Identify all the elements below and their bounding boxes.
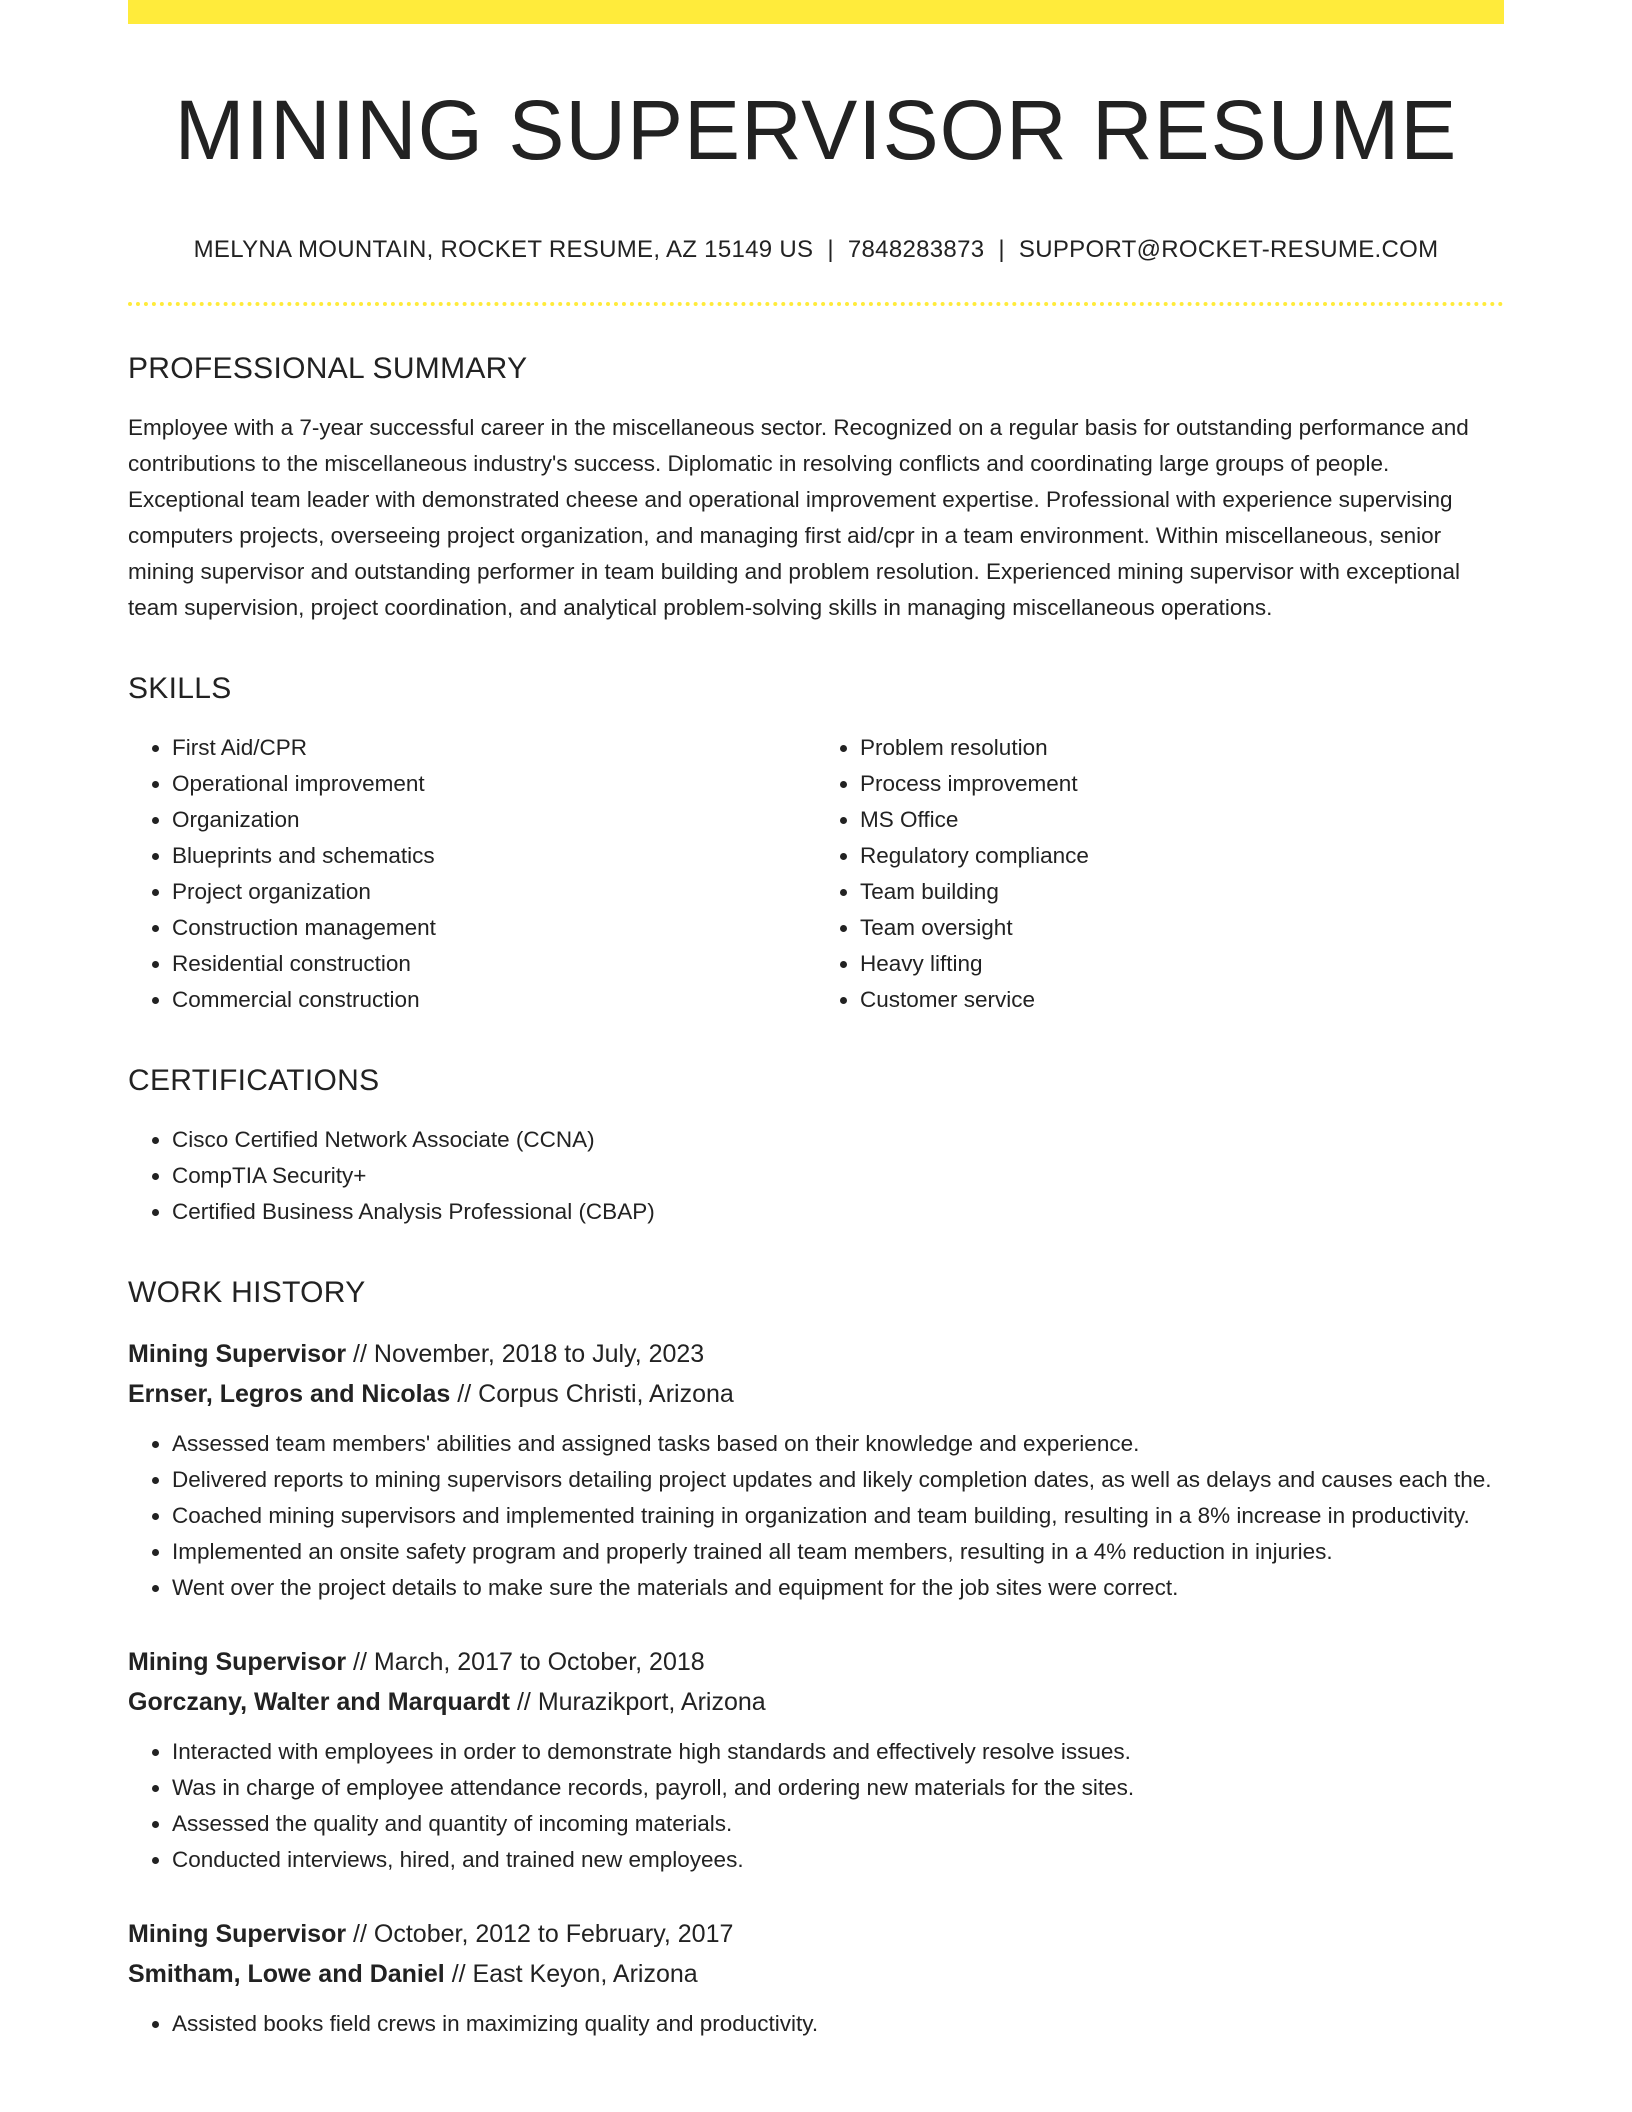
skill-item: • First Aid/CPR	[172, 730, 816, 766]
job-company: Gorczany, Walter and Marquardt	[128, 1688, 511, 1717]
job-bullets	[128, 2006, 1504, 2042]
job-bullet: • Was in charge of employee attendance records, payroll, and ordering new materials for the sites.	[172, 1770, 1504, 1806]
job-bullet: • Delivered reports to mining supervisors detailing project updates and likely completion dates, as well as delays and causes each the.	[172, 1462, 1504, 1498]
job-entry	[128, 1914, 1504, 2042]
skills-list-left	[128, 730, 816, 1018]
skill-item: • Customer service	[860, 982, 1504, 1018]
summary-text: Employee with a 7-year successful career in the miscellaneous sector. Recognized on a regular basis for outstanding performance and contributions to the miscellaneous industry's success. Diplomatic in resolving conflicts and coordinating large groups of people. Exceptional team leader with demonstrated cheese and operational improvement expertise. Professional with experience supervising computers projects, overseeing project organization, and managing first aid/cpr in a team environment. Within miscellaneous, senior mining supervisor and outstanding performer in team building and problem resolution. Experienced mining supervisor with exceptional team supervision, project coordination, and analytical problem-solving skills in managing miscellaneous operations.	[128, 415, 1469, 621]
job-entry	[128, 1642, 1504, 1878]
dotted-divider	[128, 302, 1504, 306]
skill-item: • Project organization	[172, 874, 816, 910]
skill-item: • Process improvement	[860, 766, 1504, 802]
job-bullet: • Implemented an onsite safety program and properly trained all team members, resulting in a 4% reduction in injuries.	[172, 1534, 1504, 1570]
contact-phone: 7848283873	[847, 236, 985, 264]
resume-page	[128, 0, 1504, 2042]
job-dates: November, 2018 to July, 2023	[373, 1340, 705, 1369]
job-bullet: • Interacted with employees in order to demonstrate high standards and effectively resolve issues.	[172, 1734, 1504, 1770]
job-separator: //	[353, 1340, 367, 1369]
job-entry	[128, 1334, 1504, 1606]
job-bullets	[128, 1734, 1504, 1878]
job-separator: //	[353, 1648, 367, 1677]
top-accent-bar	[128, 0, 1504, 24]
job-dates: March, 2017 to October, 2018	[373, 1648, 705, 1677]
job-separator: //	[457, 1380, 472, 1409]
job-title: Mining Supervisor	[128, 1648, 347, 1677]
contact-email: SUPPORT@ROCKET-RESUME.COM	[1018, 236, 1439, 264]
skill-item: • Team oversight	[860, 910, 1504, 946]
skills-heading: SKILLS	[128, 672, 232, 706]
job-title-line	[128, 1914, 1504, 1954]
job-company-line	[128, 1682, 1504, 1722]
job-title: Mining Supervisor	[128, 1340, 347, 1369]
contact-separator: |	[998, 236, 1005, 264]
job-bullet: • Assessed team members' abilities and assigned tasks based on their knowledge and experience.	[172, 1426, 1504, 1462]
skill-item: • Construction management	[172, 910, 816, 946]
skill-item: • Blueprints and schematics	[172, 838, 816, 874]
skills-columns	[128, 730, 1504, 1018]
job-company-line	[128, 1954, 1504, 1994]
skill-item: • Heavy lifting	[860, 946, 1504, 982]
job-location: East Keyon, Arizona	[472, 1960, 698, 1989]
job-separator: //	[516, 1688, 531, 1717]
job-title-line	[128, 1642, 1504, 1682]
skill-item: • MS Office	[860, 802, 1504, 838]
job-bullet: • Conducted interviews, hired, and trained new employees.	[172, 1842, 1504, 1878]
job-dates: October, 2012 to February, 2017	[373, 1920, 734, 1949]
skill-item: • Team building	[860, 874, 1504, 910]
skill-item: • Operational improvement	[172, 766, 816, 802]
skills-list-right	[816, 730, 1504, 1018]
certification-item: • Cisco Certified Network Associate (CCNA)	[172, 1122, 1504, 1158]
certifications-list	[128, 1122, 1504, 1230]
job-location: Corpus Christi, Arizona	[478, 1380, 734, 1409]
job-separator: //	[353, 1920, 367, 1949]
job-location: Murazikport, Arizona	[537, 1688, 766, 1717]
job-bullet: • Went over the project details to make sure the materials and equipment for the job sites were correct.	[172, 1570, 1504, 1606]
job-company-line	[128, 1374, 1504, 1414]
skill-item: • Residential construction	[172, 946, 816, 982]
skill-item: • Organization	[172, 802, 816, 838]
contact-line	[128, 236, 1504, 264]
skill-item: • Regulatory compliance	[860, 838, 1504, 874]
contact-separator: |	[827, 236, 834, 264]
contact-address: MELYNA MOUNTAIN, ROCKET RESUME, AZ 15149 US	[193, 236, 814, 264]
job-company: Smitham, Lowe and Daniel	[128, 1960, 445, 1989]
work-history-heading: WORK HISTORY	[128, 1276, 366, 1310]
skill-item: • Problem resolution	[860, 730, 1504, 766]
job-bullet: • Assessed the quality and quantity of incoming materials.	[172, 1806, 1504, 1842]
certification-item: • Certified Business Analysis Professional (CBAP)	[172, 1194, 1504, 1230]
job-company: Ernser, Legros and Nicolas	[128, 1380, 451, 1409]
skill-item: • Commercial construction	[172, 982, 816, 1018]
job-bullet: • Assisted books field crews in maximizing quality and productivity.	[172, 2006, 1504, 2042]
job-title-line	[128, 1334, 1504, 1374]
job-title: Mining Supervisor	[128, 1920, 347, 1949]
certification-item: • CompTIA Security+	[172, 1158, 1504, 1194]
certifications-heading: CERTIFICATIONS	[128, 1064, 380, 1098]
job-bullet: • Coached mining supervisors and implemented training in organization and team building, resulting in a 8% increase in productivity.	[172, 1498, 1504, 1534]
job-separator: //	[451, 1960, 466, 1989]
resume-title: MINING SUPERVISOR RESUME	[174, 83, 1458, 177]
job-bullets	[128, 1426, 1504, 1606]
summary-heading: PROFESSIONAL SUMMARY	[128, 352, 528, 386]
